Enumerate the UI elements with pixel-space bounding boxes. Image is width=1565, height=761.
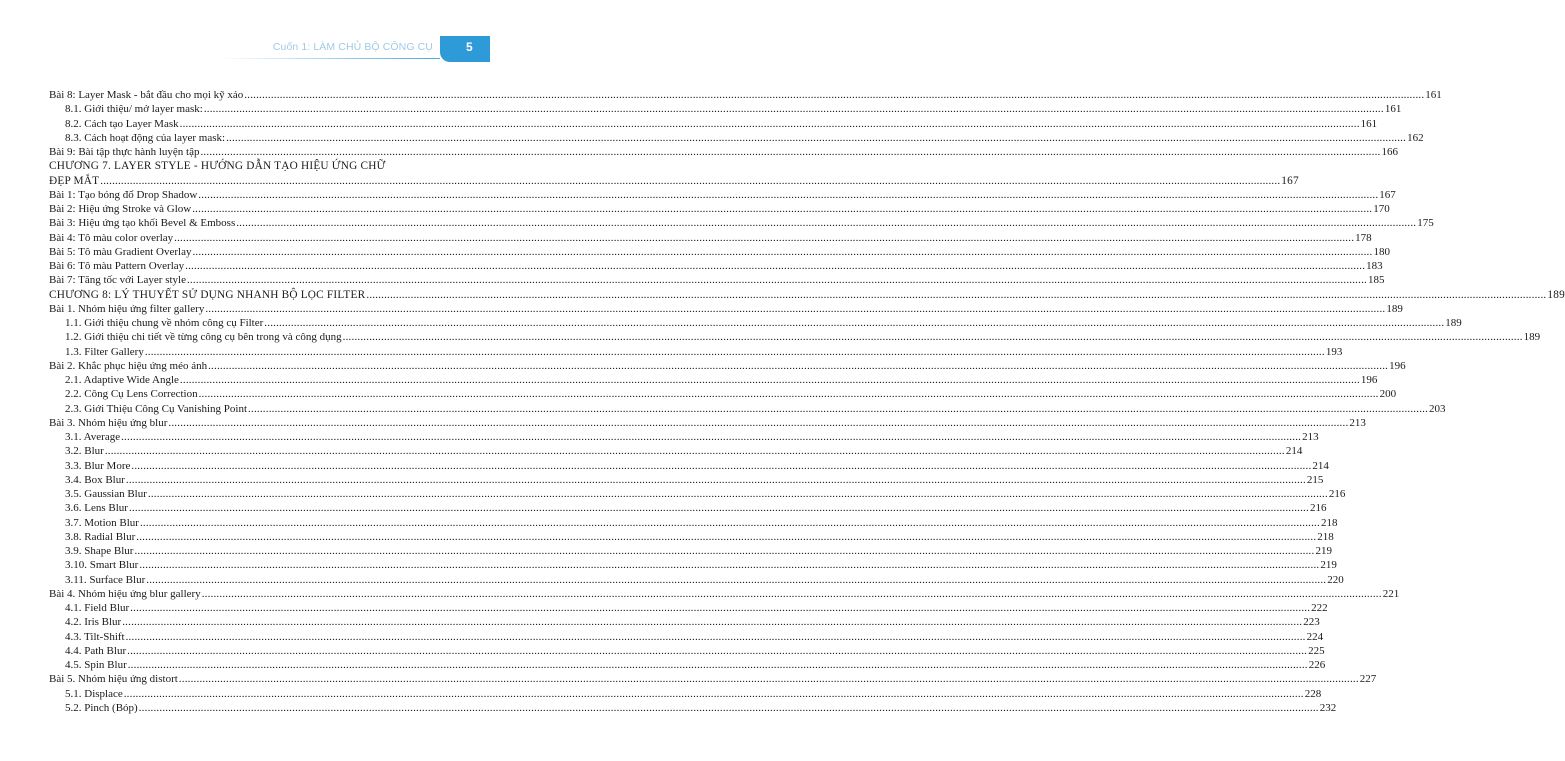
toc-entry-page: 223	[1303, 616, 1320, 629]
toc-subsection-entry[interactable]	[49, 473, 1324, 487]
toc-entry-title: 3.1. Average	[65, 431, 121, 443]
toc-entry-page: 221	[1382, 587, 1400, 600]
toc-entry-title: 2.3. Giới Thiệu Công Cụ Vanishing Point	[65, 402, 248, 415]
toc-subsection-entry[interactable]	[49, 387, 1397, 401]
toc-entry-title: Bài 4. Nhóm hiệu ứng blur gallery	[49, 587, 201, 600]
toc-entry-title: Bài 1. Nhóm hiệu ứng filter gallery	[49, 302, 205, 315]
toc-entry-title: 4.3. Tilt-Shift	[65, 630, 125, 643]
dot-leader: ................................................................................................................................................................................................................................................................................................................................................................................................................	[192, 203, 1373, 215]
toc-entry-page: 213	[1349, 416, 1366, 429]
dot-leader: ................................................................................................................................................................................................................................................................................................................................................................................................................	[127, 659, 1308, 671]
dot-leader: ................................................................................................................................................................................................................................................................................................................................................................................................................	[179, 374, 1360, 386]
dot-leader: ................................................................................................................................................................................................................................................................................................................................................................................................................	[366, 288, 1547, 301]
toc-entry-title: CHƯƠNG 8: LÝ THUYẾT SỬ DỤNG NHANH BỘ LỌC FILTER	[49, 288, 366, 301]
toc-entry-page: 196	[1389, 359, 1406, 372]
dot-leader: ................................................................................................................................................................................................................................................................................................................................................................................................................	[198, 388, 1379, 401]
toc-entry-title: Bài 7: Tăng tốc với Layer style	[49, 274, 186, 287]
toc-entry-title: 3.4. Box Blur	[65, 473, 125, 486]
toc-entry-page: 218	[1320, 516, 1338, 529]
toc-entry-title: Bài 1: Tạo bóng đổ Drop Shadow	[49, 188, 198, 201]
toc-entry-page: 185	[1367, 274, 1385, 287]
toc-entry-page: 170	[1373, 203, 1390, 215]
dot-leader: ................................................................................................................................................................................................................................................................................................................................................................................................................	[125, 630, 1306, 643]
toc-entry-page: 220	[1327, 573, 1344, 586]
toc-entry-page: 162	[1407, 131, 1424, 144]
toc-entry-page: 215	[1306, 473, 1324, 486]
toc-subsection-entry[interactable]	[49, 330, 1541, 344]
toc-subsection-entry[interactable]	[49, 373, 1378, 387]
toc-entry-title: 3.10. Smart Blur	[65, 559, 139, 572]
toc-subsection-entry[interactable]	[49, 601, 1328, 615]
toc-entry-title: Bài 6: Tô màu Pattern Overlay	[49, 260, 185, 272]
table-of-contents	[49, 88, 1565, 715]
toc-subsection-entry[interactable]	[49, 687, 1322, 701]
toc-entry-page: 189	[1523, 331, 1541, 344]
toc-entry-title: 3.7. Motion Blur	[65, 516, 139, 529]
toc-entry-page: 225	[1308, 644, 1325, 657]
dot-leader: ................................................................................................................................................................................................................................................................................................................................................................................................................	[208, 359, 1389, 372]
dot-leader: ................................................................................................................................................................................................................................................................................................................................................................................................................	[104, 445, 1285, 458]
dot-leader: ................................................................................................................................................................................................................................................................................................................................................................................................................	[139, 516, 1320, 529]
toc-entry-title: Bài 4: Tô màu color overlay	[49, 231, 174, 244]
toc-entry-title: 2.1. Adaptive Wide Angle	[65, 374, 179, 386]
toc-entry-title: Bài 3. Nhóm hiệu ứng blur	[49, 416, 168, 429]
toc-entry-page: 167	[1281, 174, 1299, 187]
dot-leader: ................................................................................................................................................................................................................................................................................................................................................................................................................	[178, 673, 1359, 686]
toc-entry-title: 3.3. Blur More	[65, 459, 131, 472]
toc-entry-title: ĐẸP MẮT	[49, 174, 100, 187]
toc-entry-title: 4.1. Field Blur	[65, 602, 130, 614]
dot-leader: ................................................................................................................................................................................................................................................................................................................................................................................................................	[131, 459, 1312, 472]
toc-subsection-entry[interactable]	[49, 459, 1329, 473]
dot-leader: ................................................................................................................................................................................................................................................................................................................................................................................................................	[179, 117, 1360, 130]
dot-leader: ................................................................................................................................................................................................................................................................................................................................................................................................................	[192, 245, 1373, 258]
dot-leader: ................................................................................................................................................................................................................................................................................................................................................................................................................	[100, 174, 1281, 187]
toc-subsection-entry[interactable]	[49, 117, 1378, 131]
toc-lesson-entry[interactable]	[49, 416, 1366, 430]
toc-subsection-entry[interactable]	[49, 630, 1324, 644]
toc-entry-page: 189	[1386, 302, 1403, 315]
dot-leader: ................................................................................................................................................................................................................................................................................................................................................................................................................	[138, 701, 1319, 714]
toc-entry-page: 227	[1359, 673, 1377, 686]
toc-entry-title: Bài 5. Nhóm hiệu ứng distort	[49, 673, 178, 686]
toc-entry-page: 175	[1417, 217, 1434, 230]
toc-entry-page: 183	[1366, 260, 1383, 272]
book-title: Cuốn 1: LÀM CHỦ BỘ CÔNG CỤ	[272, 41, 433, 53]
toc-subsection-entry[interactable]	[49, 658, 1326, 672]
toc-entry-page: 167	[1379, 188, 1396, 201]
toc-entry-title: 4.4. Path Blur	[65, 644, 127, 657]
toc-entry-title: 5.2. Pinch (Bóp)	[65, 701, 138, 714]
toc-lesson-entry[interactable]	[49, 273, 1385, 287]
toc-entry-title: 5.1. Displace	[65, 687, 123, 700]
dot-leader: ................................................................................................................................................................................................................................................................................................................................................................................................................	[236, 217, 1417, 230]
toc-entry-title: 3.11. Surface Blur	[65, 573, 146, 586]
toc-entry-page: 193	[1325, 345, 1343, 358]
toc-entry-page: 166	[1381, 146, 1398, 158]
toc-subsection-entry[interactable]	[49, 444, 1303, 458]
toc-entry-page: 216	[1328, 488, 1346, 500]
toc-entry-title: 3.6. Lens Blur	[65, 502, 128, 515]
toc-entry-page: 232	[1319, 701, 1337, 714]
toc-entry-page: 219	[1320, 559, 1337, 572]
toc-entry-page: 161	[1360, 117, 1378, 130]
dot-leader: ................................................................................................................................................................................................................................................................................................................................................................................................................	[200, 146, 1381, 158]
toc-entry-page: 224	[1306, 630, 1324, 643]
toc-entry-page: 203	[1429, 402, 1446, 415]
toc-subsection-entry[interactable]	[49, 102, 1402, 116]
toc-entry-page: 219	[1315, 545, 1332, 557]
toc-entry-page: 226	[1308, 659, 1326, 671]
dot-leader: ................................................................................................................................................................................................................................................................................................................................................................................................................	[139, 559, 1320, 572]
toc-lesson-entry[interactable]	[49, 188, 1396, 202]
toc-subsection-entry[interactable]	[49, 345, 1343, 359]
dot-leader: ................................................................................................................................................................................................................................................................................................................................................................................................................	[201, 587, 1382, 600]
toc-entry-title: 3.2. Blur	[65, 445, 104, 458]
toc-entry-title: Bài 2. Khắc phục hiệu ứng méo ảnh	[49, 359, 208, 372]
dot-leader: ................................................................................................................................................................................................................................................................................................................................................................................................................	[168, 416, 1349, 429]
toc-lesson-entry[interactable]	[49, 88, 1442, 102]
toc-lesson-entry[interactable]	[49, 587, 1400, 601]
toc-lesson-entry[interactable]	[49, 145, 1398, 159]
toc-entry-title: 2.2. Công Cụ Lens Correction	[65, 388, 198, 401]
toc-subsection-entry[interactable]	[49, 430, 1319, 444]
dot-leader: ................................................................................................................................................................................................................................................................................................................................................................................................................	[205, 302, 1386, 315]
toc-entry-title: 1.1. Giới thiệu chung về nhóm công cụ Filter	[65, 317, 264, 329]
page-number-tab	[440, 36, 490, 62]
dot-leader: ................................................................................................................................................................................................................................................................................................................................................................................................................	[264, 317, 1445, 329]
toc-subsection-entry[interactable]	[49, 501, 1327, 515]
dot-leader: ................................................................................................................................................................................................................................................................................................................................................................................................................	[144, 345, 1325, 358]
toc-subsection-entry[interactable]	[49, 530, 1334, 544]
toc-subsection-entry[interactable]	[49, 487, 1346, 501]
toc-lesson-entry[interactable]	[49, 202, 1390, 216]
dot-leader: ................................................................................................................................................................................................................................................................................................................................................................................................................	[146, 573, 1327, 586]
toc-subsection-entry[interactable]	[49, 701, 1337, 715]
dot-leader: ................................................................................................................................................................................................................................................................................................................................................................................................................	[185, 260, 1366, 272]
toc-lesson-entry[interactable]	[49, 245, 1390, 259]
toc-entry-page: 222	[1311, 602, 1328, 614]
toc-lesson-entry[interactable]	[49, 231, 1372, 245]
header-divider	[220, 58, 440, 59]
toc-entry-title: Bài 3: Hiệu ứng tạo khối Bevel & Emboss	[49, 217, 236, 230]
toc-entry-page: 214	[1285, 445, 1303, 458]
toc-lesson-entry[interactable]	[49, 216, 1434, 230]
dot-leader: ................................................................................................................................................................................................................................................................................................................................................................................................................	[244, 89, 1425, 101]
dot-leader: ................................................................................................................................................................................................................................................................................................................................................................................................................	[342, 331, 1523, 344]
toc-entry-page: 161	[1384, 103, 1402, 116]
toc-entry-title: Bài 9: Bài tập thực hành luyện tập	[49, 146, 200, 158]
toc-subsection-entry[interactable]	[49, 644, 1325, 658]
toc-entry-title: 3.5. Gaussian Blur	[65, 488, 147, 500]
toc-subsection-entry[interactable]	[49, 544, 1332, 558]
dot-leader: ................................................................................................................................................................................................................................................................................................................................................................................................................	[147, 488, 1328, 500]
toc-entry-page: 213	[1302, 431, 1319, 443]
toc-entry-page: 214	[1312, 459, 1329, 472]
toc-subsection-entry[interactable]	[49, 573, 1344, 587]
dot-leader: ................................................................................................................................................................................................................................................................................................................................................................................................................	[125, 473, 1306, 486]
toc-entry-title: 3.9. Shape Blur	[65, 545, 134, 557]
toc-entry-page: 218	[1317, 530, 1334, 543]
dot-leader: ................................................................................................................................................................................................................................................................................................................................................................................................................	[128, 502, 1309, 515]
dot-leader: ................................................................................................................................................................................................................................................................................................................................................................................................................	[248, 402, 1429, 415]
toc-entry-title: Bài 2: Hiệu ứng Stroke và Glow	[49, 203, 192, 215]
dot-leader: ................................................................................................................................................................................................................................................................................................................................................................................................................	[186, 274, 1367, 287]
toc-entry-page: 189	[1445, 317, 1462, 329]
toc-chapter-heading-cont[interactable]	[49, 174, 1299, 188]
dot-leader: ................................................................................................................................................................................................................................................................................................................................................................................................................	[203, 103, 1384, 116]
dot-leader: ................................................................................................................................................................................................................................................................................................................................................................................................................	[136, 530, 1317, 543]
toc-lesson-entry[interactable]	[49, 259, 1383, 273]
dot-leader: ................................................................................................................................................................................................................................................................................................................................................................................................................	[122, 616, 1303, 629]
dot-leader: ................................................................................................................................................................................................................................................................................................................................................................................................................	[121, 431, 1302, 443]
dot-leader: ................................................................................................................................................................................................................................................................................................................................................................................................................	[174, 231, 1355, 244]
toc-entry-title: 4.5. Spin Blur	[65, 659, 127, 671]
dot-leader: ................................................................................................................................................................................................................................................................................................................................................................................................................	[134, 545, 1315, 557]
toc-entry-title: 1.2. Giới thiệu chi tiết về từng công cụ bên trong và công dụng	[65, 331, 342, 344]
toc-entry-title: 8.2. Cách tạo Layer Mask	[65, 117, 179, 130]
toc-entry-page: 161	[1425, 89, 1442, 101]
toc-entry-title: 8.1. Giới thiệu/ mở layer mask:	[65, 103, 203, 116]
dot-leader: ................................................................................................................................................................................................................................................................................................................................................................................................................	[226, 131, 1407, 144]
toc-entry-page: 180	[1373, 245, 1390, 258]
dot-leader: ................................................................................................................................................................................................................................................................................................................................................................................................................	[198, 188, 1379, 201]
toc-entry-page: 216	[1309, 502, 1327, 515]
toc-entry-title: 1.3. Filter Gallery	[65, 345, 144, 358]
toc-subsection-entry[interactable]	[49, 402, 1446, 416]
toc-subsection-entry[interactable]	[49, 131, 1424, 145]
toc-entry-title: Bài 8: Layer Mask - bắt đầu cho mọi kỹ xảo	[49, 89, 244, 101]
toc-entry-title: 8.3. Cách hoạt động của layer mask:	[65, 131, 226, 144]
toc-entry-page: 196	[1360, 374, 1378, 386]
dot-leader: ................................................................................................................................................................................................................................................................................................................................................................................................................	[130, 602, 1311, 614]
toc-entry-page: 228	[1304, 687, 1322, 700]
dot-leader: ................................................................................................................................................................................................................................................................................................................................................................................................................	[127, 644, 1308, 657]
toc-lesson-entry[interactable]	[49, 302, 1403, 316]
toc-entry-page: 189	[1547, 288, 1565, 301]
toc-chapter-heading[interactable]: CHƯƠNG 7. LAYER STYLE - HƯỚNG DẪN TẠO HIỆU ỨNG CHỮ	[49, 160, 386, 173]
toc-subsection-entry[interactable]	[49, 316, 1462, 330]
toc-subsection-entry[interactable]	[49, 516, 1338, 530]
toc-entry-page: 200	[1379, 388, 1397, 401]
toc-subsection-entry[interactable]	[49, 558, 1337, 572]
toc-lesson-entry[interactable]	[49, 672, 1377, 686]
toc-entry-title: 3.8. Radial Blur	[65, 530, 136, 543]
toc-entry-title: 4.2. Iris Blur	[65, 616, 122, 629]
toc-subsection-entry[interactable]	[49, 615, 1320, 629]
toc-chapter-heading[interactable]	[49, 288, 1565, 302]
toc-entry-title: Bài 5: Tô màu Gradient Overlay	[49, 245, 192, 258]
toc-entry-page: 178	[1355, 231, 1372, 244]
page-number: 5	[466, 40, 473, 54]
dot-leader: ................................................................................................................................................................................................................................................................................................................................................................................................................	[123, 687, 1304, 700]
toc-lesson-entry[interactable]	[49, 359, 1406, 373]
